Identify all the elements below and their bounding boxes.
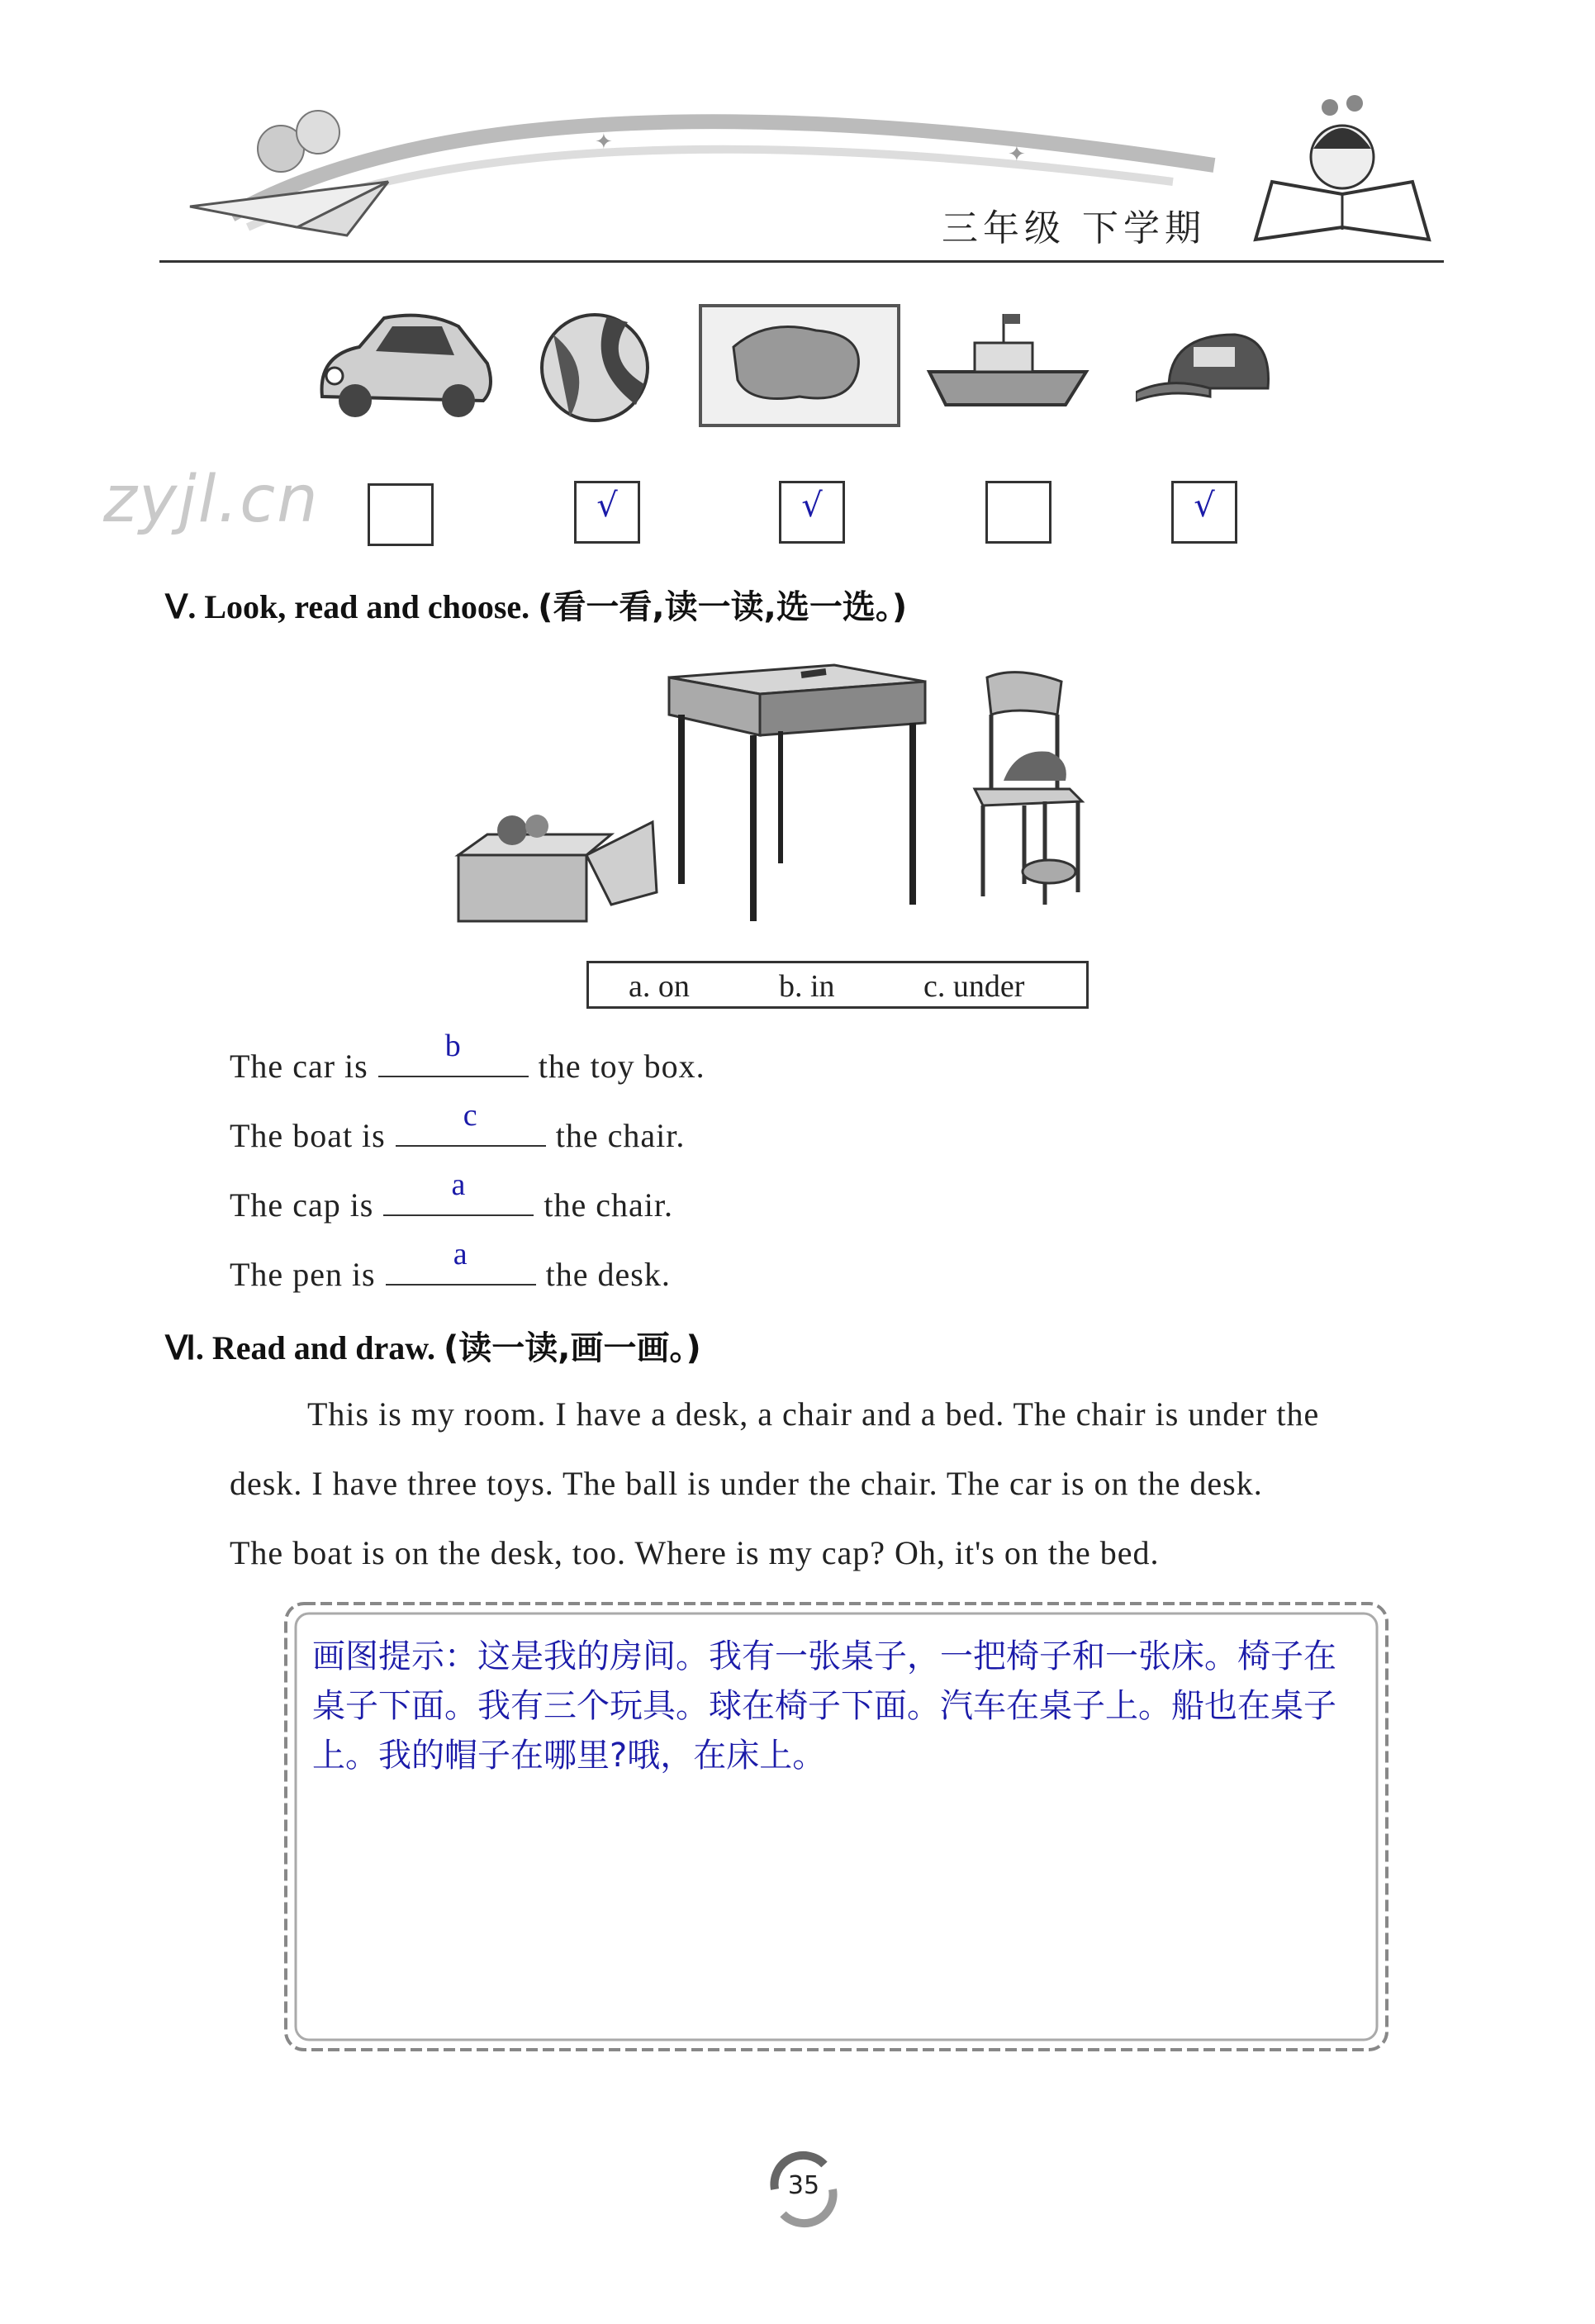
answer-text: c [463,1098,478,1133]
sentence-text: the chair. [555,1117,686,1154]
answer-text: a [451,1167,467,1202]
sentence-text: The pen is [230,1256,376,1293]
checkbox-ball[interactable] [574,481,640,544]
map-icon [692,297,907,437]
passage-line: desk. I have three toys. The ball is under the chair. The car is on the desk. [230,1465,1263,1502]
checkbox-cap[interactable] [1171,481,1237,544]
reading-girl-icon [1247,91,1437,248]
passage-line: This is my room. I have a desk, a chair and a bed. The chair is under the [307,1395,1320,1433]
options-box [586,961,1089,1009]
checkbox-car[interactable] [368,483,434,546]
section-title-cn: (读一读,画一画。) [443,1329,701,1367]
section-title-en: Read and draw. [211,1329,435,1366]
section-title-cn: (看一看,读一读,选一选。) [538,588,908,626]
sentence-3 [230,1167,673,1224]
sentence-text: the chair. [544,1186,673,1224]
cap-icon [1136,330,1276,408]
sentence-text: the desk. [545,1256,671,1293]
sentence-text: The boat is [230,1117,386,1154]
section-5-title [165,581,907,628]
answer-blank[interactable] [383,1167,534,1216]
section-title-en: Look, read and choose. [204,588,530,625]
check-mark: √ [1194,487,1215,525]
answer-blank[interactable] [386,1237,536,1286]
section-number: Ⅴ. [165,588,197,625]
option-b: b. in [779,969,835,1004]
sentence-text: The car is [230,1048,368,1085]
check-mark: √ [596,487,618,525]
sentence-2 [230,1098,686,1155]
grade-label: 三年级 下学期 [942,207,1206,250]
checkbox-boat[interactable] [985,481,1051,544]
svg-text:✦: ✦ [595,130,613,154]
answer-blank[interactable] [378,1029,529,1077]
boat-icon [925,310,1090,416]
drawing-hint: 画图提示：这是我的房间。我有一张桌子，一把椅子和一张床。椅子在桌子下面。我有三个玩具。球在椅子下面。汽车在桌子上。船也在桌子上。我的帽子在哪里?哦，在床上。 [312,1637,1336,1775]
car-icon [310,306,500,425]
answer-blank[interactable] [396,1098,546,1147]
answer-text: a [453,1237,468,1271]
page-number: 35 [787,2171,820,2200]
passage-line: The boat is on the desk, too. Where is my cap? Oh, it's on the bed. [230,1534,1160,1571]
checkbox-map[interactable] [779,481,845,544]
option-a: a. on [629,969,690,1004]
sentence-text: the toy box. [538,1048,705,1085]
sentence-text: The cap is [230,1186,374,1224]
room-scene-illustration [454,657,1115,929]
section-6-title [165,1322,701,1369]
sentence-1 [230,1029,705,1086]
header-divider [159,260,1444,263]
svg-text:✦: ✦ [1008,142,1026,167]
check-mark: √ [801,487,823,525]
sentence-4 [230,1237,671,1294]
option-c: c. under [923,969,1025,1004]
watermark: zyjl.cn [103,463,320,537]
ball-icon [537,310,653,429]
answer-text: b [444,1029,462,1063]
section-number: Ⅵ. [165,1329,204,1366]
